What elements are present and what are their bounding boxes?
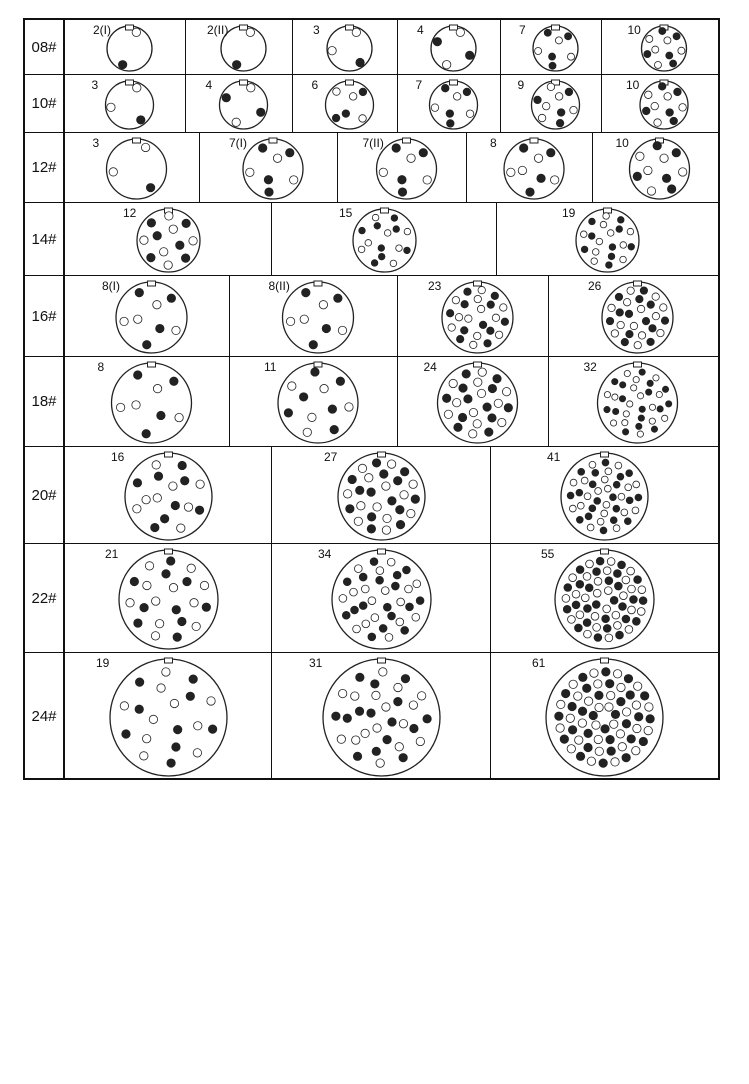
pin-count-label: 10 bbox=[627, 23, 641, 37]
connector-cell bbox=[501, 20, 602, 74]
connector-face-icon bbox=[230, 357, 398, 446]
pin-count-label: 7 bbox=[415, 78, 423, 92]
table-row bbox=[25, 447, 718, 544]
pin-count-label: 19 bbox=[562, 206, 576, 220]
connector-face-icon bbox=[272, 203, 497, 275]
shell-size-label: 08# bbox=[25, 20, 65, 74]
connector-face-icon bbox=[65, 203, 272, 275]
connector-face-icon bbox=[398, 20, 501, 74]
connector-cell bbox=[272, 653, 491, 780]
connector-cell bbox=[272, 447, 491, 543]
pin-count-label: 8(II) bbox=[268, 279, 290, 293]
connector-face-icon bbox=[200, 133, 338, 202]
connector-cell bbox=[602, 75, 718, 132]
connector-cell bbox=[398, 276, 549, 356]
pin-count-label: 8 bbox=[490, 136, 497, 150]
connector-cell bbox=[186, 75, 293, 132]
pin-count-label: 2(I) bbox=[93, 23, 111, 37]
pin-count-label: 3 bbox=[91, 78, 99, 92]
shell-size-label: 24# bbox=[25, 653, 65, 780]
connector-face-icon bbox=[272, 653, 491, 780]
connector-face-icon bbox=[186, 20, 293, 74]
connector-cell bbox=[338, 133, 467, 202]
connector-face-icon bbox=[491, 447, 718, 543]
pin-count-label: 4 bbox=[417, 23, 424, 37]
connector-face-icon bbox=[293, 75, 398, 132]
connector-cell bbox=[398, 75, 501, 132]
pin-count-label: 7 bbox=[519, 23, 526, 37]
connector-face-icon bbox=[65, 357, 230, 446]
connector-face-icon bbox=[398, 75, 501, 132]
pin-count-label: 2(II) bbox=[207, 23, 229, 37]
pin-count-label: 11 bbox=[264, 360, 277, 374]
pin-count-label: 32 bbox=[583, 360, 597, 374]
connector-cell bbox=[65, 203, 272, 275]
shell-size-label: 14# bbox=[25, 203, 65, 275]
connector-face-icon bbox=[65, 653, 272, 780]
pin-count-label: 9 bbox=[517, 78, 525, 92]
table-row bbox=[25, 276, 718, 357]
connector-cell bbox=[230, 357, 398, 446]
connector-cell bbox=[467, 133, 593, 202]
table-row bbox=[25, 133, 718, 203]
connector-cell bbox=[398, 20, 501, 74]
connector-face-icon bbox=[602, 75, 718, 132]
connector-cell bbox=[65, 20, 186, 74]
table-row bbox=[25, 75, 718, 133]
shell-size-label: 22# bbox=[25, 544, 65, 652]
pin-count-label: 15 bbox=[339, 206, 353, 220]
connector-cell bbox=[65, 75, 186, 132]
pin-count-label: 3 bbox=[92, 136, 100, 150]
connector-cell bbox=[398, 357, 549, 446]
connector-cell bbox=[65, 447, 272, 543]
connector-cell bbox=[272, 203, 497, 275]
pin-count-label: 34 bbox=[318, 547, 332, 561]
table-row bbox=[25, 653, 718, 780]
connector-cell bbox=[230, 276, 398, 356]
connector-cell bbox=[65, 133, 200, 202]
table-row bbox=[25, 203, 718, 276]
table-row bbox=[25, 20, 718, 75]
connector-face-icon bbox=[65, 447, 272, 543]
connector-face-icon bbox=[602, 20, 718, 74]
connector-pin-table bbox=[23, 18, 720, 780]
connector-cell bbox=[65, 276, 230, 356]
connector-cell bbox=[293, 20, 398, 74]
connector-face-icon bbox=[467, 133, 593, 202]
pin-count-label: 19 bbox=[96, 656, 110, 670]
connector-cell bbox=[491, 447, 718, 543]
pin-count-label: 27 bbox=[324, 450, 338, 464]
shell-size-label: 18# bbox=[25, 357, 65, 446]
table-row bbox=[25, 544, 718, 653]
pin-count-label: 16 bbox=[111, 450, 125, 464]
table-row bbox=[25, 357, 718, 447]
pin-count-label: 10 bbox=[626, 78, 640, 92]
pin-count-label: 23 bbox=[428, 279, 442, 293]
connector-face-icon bbox=[501, 20, 602, 74]
shell-size-label: 16# bbox=[25, 276, 65, 356]
connector-face-icon bbox=[501, 75, 602, 132]
connector-cell bbox=[65, 357, 230, 446]
pin-count-label: 61 bbox=[532, 656, 546, 670]
pin-count-label: 6 bbox=[311, 78, 319, 92]
connector-face-icon bbox=[491, 653, 718, 780]
connector-face-icon bbox=[549, 357, 718, 446]
connector-face-icon bbox=[491, 544, 718, 652]
connector-cell bbox=[65, 653, 272, 780]
connector-face-icon bbox=[593, 133, 718, 202]
pin-count-label: 8 bbox=[97, 360, 105, 374]
pin-count-label: 26 bbox=[588, 279, 602, 293]
pin-count-label: 3 bbox=[313, 23, 320, 37]
connector-face-icon bbox=[398, 276, 549, 356]
pin-count-label: 8(I) bbox=[102, 279, 120, 293]
connector-cell bbox=[549, 357, 718, 446]
pin-count-label: 7(II) bbox=[362, 136, 384, 150]
connector-face-icon bbox=[230, 276, 398, 356]
connector-face-icon bbox=[272, 544, 491, 652]
connector-face-icon bbox=[65, 20, 186, 74]
connector-face-icon bbox=[65, 133, 200, 202]
connector-cell bbox=[200, 133, 338, 202]
connector-face-icon bbox=[338, 133, 467, 202]
connector-cell bbox=[497, 203, 718, 275]
connector-face-icon bbox=[497, 203, 718, 275]
shell-size-label: 10# bbox=[25, 75, 65, 132]
connector-cell bbox=[602, 20, 718, 74]
connector-cell bbox=[501, 75, 602, 132]
connector-face-icon bbox=[549, 276, 718, 356]
connector-face-icon bbox=[65, 276, 230, 356]
connector-cell bbox=[549, 276, 718, 356]
connector-cell bbox=[491, 544, 718, 652]
connector-face-icon bbox=[398, 357, 549, 446]
connector-cell bbox=[272, 544, 491, 652]
pin-count-label: 31 bbox=[309, 656, 323, 670]
connector-cell bbox=[491, 653, 718, 780]
pin-count-label: 21 bbox=[105, 547, 119, 561]
pin-count-label: 24 bbox=[423, 360, 437, 374]
connector-face-icon bbox=[186, 75, 293, 132]
pin-count-label: 7(I) bbox=[229, 136, 247, 150]
pin-count-label: 10 bbox=[615, 136, 629, 150]
connector-face-icon bbox=[65, 75, 186, 132]
shell-size-label: 12# bbox=[25, 133, 65, 202]
shell-size-label: 20# bbox=[25, 447, 65, 543]
connector-face-icon bbox=[293, 20, 398, 74]
pin-count-label: 4 bbox=[205, 78, 213, 92]
connector-face-icon bbox=[272, 447, 491, 543]
pin-count-label: 41 bbox=[547, 450, 561, 464]
pin-count-label: 12 bbox=[123, 206, 137, 220]
connector-face-icon bbox=[65, 544, 272, 652]
pin-count-label: 55 bbox=[541, 547, 555, 561]
connector-cell bbox=[186, 20, 293, 74]
connector-cell bbox=[593, 133, 718, 202]
connector-cell bbox=[65, 544, 272, 652]
connector-cell bbox=[293, 75, 398, 132]
